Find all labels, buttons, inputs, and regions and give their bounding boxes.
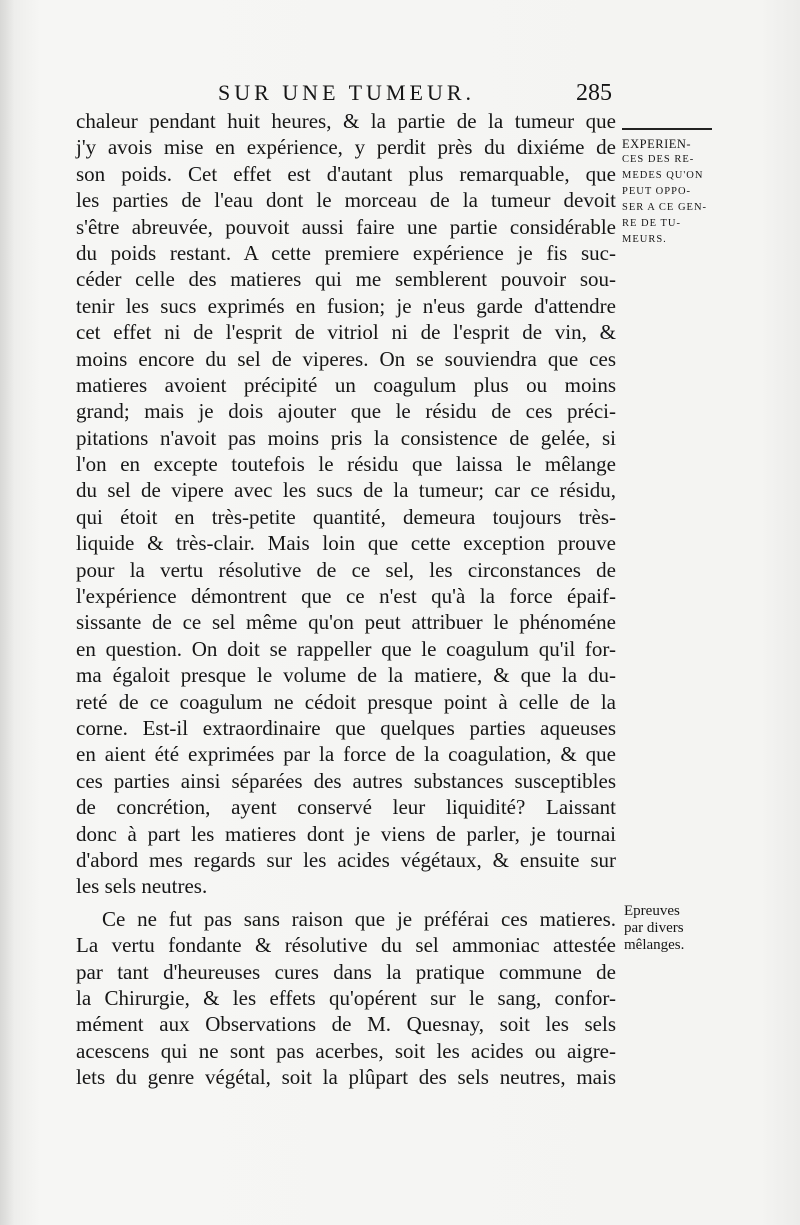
body-line: l'expérience démontrent que ce n'est qu'à la force épaif-	[76, 584, 616, 609]
margin-note-experiences	[622, 136, 712, 248]
body-line: s'être abreuvée, pouvoit aussi faire une partie considérable	[76, 214, 616, 239]
body-line: tenir les sucs exprimés en fusion; je n'eus garde d'attendre	[76, 293, 616, 318]
body-line: grand; mais je dois ajouter que le résidu de ces préci-	[76, 399, 616, 424]
body-line: l'on en excepte toutefois le résidu que laissa le mêlange	[76, 452, 616, 477]
page-number: 285	[576, 80, 612, 106]
margin-note-line: EXPERIEN-	[622, 137, 692, 151]
body-line: moins encore du sel de viperes. On se souviendra que ces	[76, 346, 616, 371]
gutter-shadow	[0, 0, 14, 1225]
body-line: céder celle des matieres qui me semblerent pouvoir sou-	[76, 267, 616, 292]
running-head: SUR UNE TUMEUR.	[218, 80, 476, 105]
body-line: lets du genre végétal, soit la plûpart des sels neutres, mais	[76, 1065, 616, 1090]
body-line: ces parties ainsi séparées des autres substances susceptibles	[76, 768, 616, 793]
body-line: liquide & très-clair. Mais loin que cette exception prouve	[76, 531, 616, 556]
body-line: mément aux Observations de M. Quesnay, soit les sels	[76, 1012, 616, 1037]
body-line: donc à part les matieres dont je viens de parler, je tournai	[76, 821, 616, 846]
body-text	[76, 108, 616, 1090]
margin-note-line: SER A CE GEN-	[622, 202, 708, 213]
paragraph-end-line: les sels neutres.	[76, 874, 208, 899]
paragraph-start-line: Ce ne fut pas sans raison que je préférai ces matieres.	[102, 906, 616, 931]
body-line: son poids. Cet effet est d'autant plus remarquable, que	[76, 161, 616, 186]
margin-note-line: RE DE TU-	[622, 218, 681, 229]
body-line: cet effet ni de l'esprit de vitriol ni de l'esprit de vin, &	[76, 320, 616, 345]
margin-note-line: mêlanges.	[624, 937, 685, 953]
body-line: du poids restant. A cette premiere expérience je fis suc-	[76, 240, 616, 265]
body-line: reté de ce coagulum ne cédoit presque point à celle de la	[76, 689, 616, 714]
body-line: du sel de vipere avec les sucs de la tumeur; car ce résidu,	[76, 478, 616, 503]
body-line: en question. On doit se rappeller que le coagulum qu'il for-	[76, 636, 616, 661]
margin-note-line: Epreuves	[624, 903, 680, 919]
body-line: chaleur pendant huit heures, & la partie de la tumeur que	[76, 109, 616, 133]
body-line: la Chirurgie, & les effets qu'opérent sur le sang, confor-	[76, 985, 616, 1010]
body-line: matieres avoient précipité un coagulum plus ou moins	[76, 372, 616, 397]
body-line: de concrétion, ayent conservé leur liquidité? Laissant	[76, 795, 616, 820]
margin-note-line: PEUT OPPO-	[622, 186, 692, 197]
body-line: par tant d'heureuses cures dans la pratique commune de	[76, 959, 616, 984]
body-line: pour la vertu résolutive de ce sel, les circonstances de	[76, 557, 616, 582]
body-line: j'y avois mise en expérience, y perdit près du dixiéme de	[76, 135, 616, 160]
body-line: La vertu fondante & résolutive du sel ammoniac attestée	[76, 933, 616, 958]
margin-note-line: CES DES RE-	[622, 154, 695, 165]
body-line: d'abord mes regards sur les acides végétaux, & ensuite sur	[76, 847, 616, 872]
margin-note-epreuves	[624, 903, 704, 954]
margin-rule	[622, 128, 712, 130]
body-line: qui étoit en très-petite quantité, demeura toujours très-	[76, 504, 616, 529]
body-line: pitations n'avoit pas moins pris la consistence de gelée, si	[76, 425, 616, 450]
margin-note-line: MEDES QU'ON	[622, 170, 704, 181]
body-line: en aient été exprimées par la force de la coagulation, & que	[76, 742, 616, 767]
body-line: ma égaloit presque le volume de la matiere, & que la du-	[76, 663, 616, 688]
margin-note-line: MEURS.	[622, 234, 667, 245]
body-line: sissante de ce sel même qu'on peut attribuer le phénoméne	[76, 610, 616, 635]
body-line: les parties de l'eau dont le morceau de la tumeur devoit	[76, 188, 616, 213]
body-line: corne. Est-il extraordinaire que quelques parties aqueuses	[76, 715, 616, 740]
margin-note-line: par divers	[624, 920, 684, 936]
body-line: acescens qui ne sont pas acerbes, soit les acides ou aigre-	[76, 1038, 616, 1063]
